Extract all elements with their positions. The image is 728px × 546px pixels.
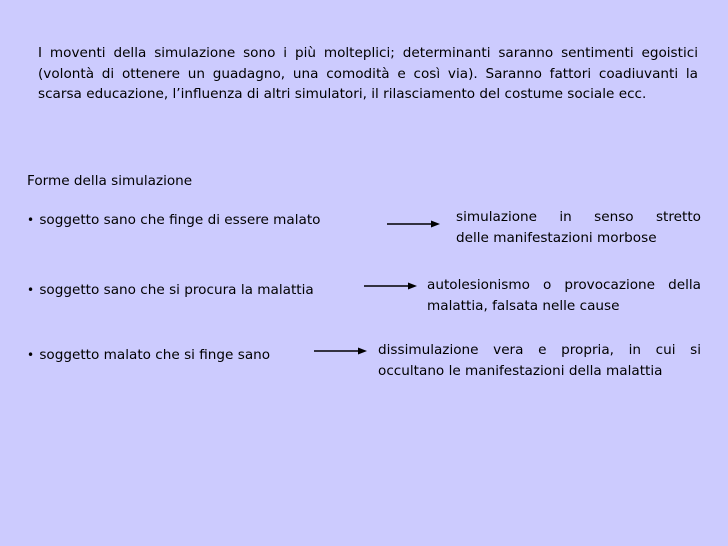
arrow-right-icon (387, 219, 440, 229)
desc-line: dissimulazione vera e propria, in cui si (378, 342, 701, 358)
intro-paragraph: I moventi della simulazione sono i più molteplici; determinanti saranno sentimenti egoistici (volontà di ottenere un guadagno, una comodità e così via). Saranno fattori coadiuvanti la scarsa educazione, l’influenza di altri simulatori, il rilasciamento del costume sociale ecc. (38, 45, 698, 102)
form-item-label: soggetto sano che finge di essere malato (39, 212, 321, 228)
desc-line: simulazione in senso stretto (456, 209, 701, 225)
form-item (27, 210, 321, 230)
form-item (27, 345, 270, 365)
form-item-description (456, 207, 701, 248)
desc-line: malattia, falsata nelle cause (427, 297, 620, 314)
form-item (27, 280, 314, 300)
bullet-icon: • (27, 348, 35, 362)
desc-line: occultano le manifestazioni della malattia (378, 362, 663, 379)
arrow-right-icon (364, 281, 417, 291)
desc-line: delle manifestazioni morbose (456, 229, 657, 246)
bullet-icon: • (27, 283, 35, 297)
form-item-label: soggetto malato che si finge sano (39, 347, 271, 363)
form-item-description (378, 340, 701, 381)
forms-heading: Forme della simulazione (27, 173, 193, 189)
form-item-description (427, 275, 701, 316)
desc-line: autolesionismo o provocazione della (427, 277, 701, 293)
bullet-icon: • (27, 213, 35, 227)
form-item-label: soggetto sano che si procura la malattia (39, 282, 314, 298)
arrow-right-icon (314, 346, 367, 356)
